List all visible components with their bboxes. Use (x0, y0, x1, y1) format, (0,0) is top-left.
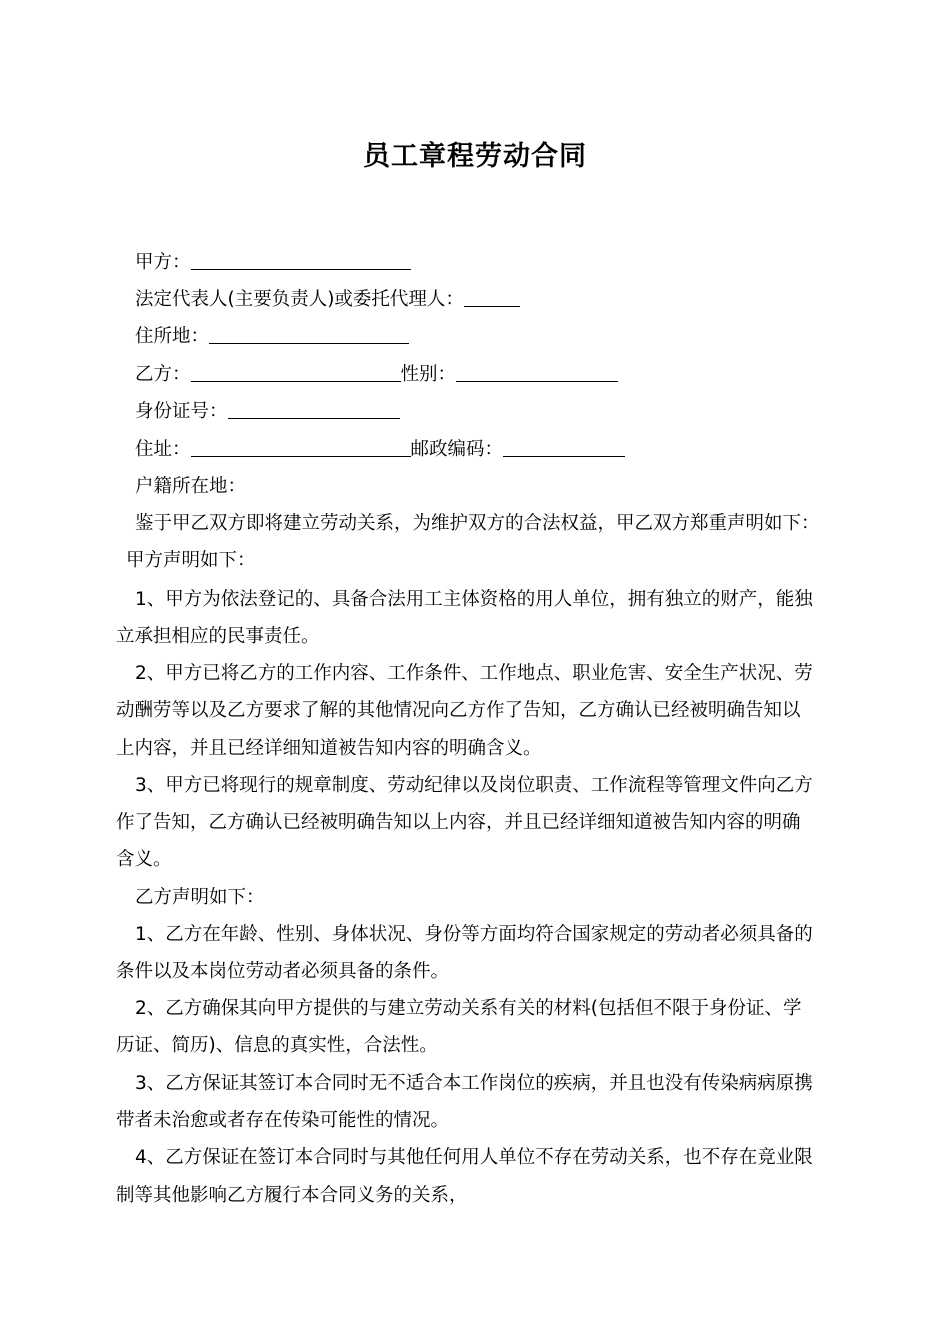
postcode-label: 邮政编码： (410, 439, 504, 460)
a1-line-1: 1、甲方为依法登记的、具备合法用工主体资格的用人单位，拥有独立的财产，能独 (135, 589, 813, 610)
party-b-blank[interactable] (191, 363, 401, 382)
b4-line-1: 4、乙方保证在签订本合同时与其他任何用人单位不存在劳动关系，也不存在竞业限 (135, 1147, 813, 1168)
a3-line-3: 含义。 (116, 849, 172, 870)
id-label: 身份证号： (135, 401, 228, 422)
b3-line-1: 3、乙方保证其签订本合同时无不适合本工作岗位的疾病，并且也没有传染病病原携 (135, 1073, 813, 1094)
party-a-blank[interactable] (191, 251, 411, 270)
b1-line-1: 1、乙方在年龄、性别、身体状况、身份等方面均符合国家规定的劳动者必须具备的 (135, 924, 813, 945)
a2-line-3: 上内容，并且已经详细知道被告知内容的明确含义。 (116, 738, 542, 759)
legal-rep-line (135, 287, 520, 313)
id-blank[interactable] (228, 400, 400, 419)
legal-rep-blank[interactable] (464, 288, 520, 307)
party-b-decl-heading: 乙方声明如下： (135, 887, 265, 908)
party-a-line (135, 250, 411, 276)
b1-line-2: 条件以及本岗位劳动者必须具备的条件。 (116, 961, 450, 982)
b2-line-2: 历证、简历)、信息的真实性，合法性。 (116, 1035, 438, 1056)
legal-rep-label: 法定代表人(主要负责人)或委托代理人： (135, 289, 464, 310)
a2-line-2: 动酬劳等以及乙方要求了解的其他情况向乙方作了告知，乙方确认已经被明确告知以 (116, 700, 801, 721)
a2-line-1: 2、甲方已将乙方的工作内容、工作条件、工作地点、职业危害、安全生产状况、劳 (135, 663, 813, 684)
document-title: 员工章程劳动合同 (363, 141, 587, 172)
party-b-line (135, 362, 618, 388)
gender-blank[interactable] (456, 363, 618, 382)
address-label: 住址： (135, 439, 191, 460)
gender-label: 性别： (400, 364, 457, 385)
id-line (135, 399, 400, 425)
party-a-decl-heading: 甲方声明如下： (126, 550, 256, 571)
address-line (135, 437, 625, 463)
address-blank[interactable] (191, 438, 411, 457)
party-b-label: 乙方： (135, 364, 191, 385)
party-a-label: 甲方： (135, 252, 191, 273)
b2-line-1: 2、乙方确保其向甲方提供的与建立劳动关系有关的材料(包括但不限于身份证、学 (135, 998, 802, 1019)
residence-label: 住所地： (135, 326, 210, 347)
intro-paragraph: 鉴于甲乙双方即将建立劳动关系，为维护双方的合法权益，甲乙双方郑重声明如下： (135, 513, 820, 534)
postcode-blank[interactable] (503, 438, 625, 457)
a1-line-2: 立承担相应的民事责任。 (116, 626, 320, 647)
a3-line-1: 3、甲方已将现行的规章制度、劳动纪律以及岗位职责、工作流程等管理文件向乙方 (135, 775, 813, 796)
b3-line-2: 带者未治愈或者存在传染可能性的情况。 (116, 1110, 450, 1131)
b4-line-2: 制等其他影响乙方履行本合同义务的关系， (116, 1185, 468, 1206)
a3-line-2: 作了告知，乙方确认已经被明确告知以上内容，并且已经详细知道被告知内容的明确 (116, 812, 801, 833)
residence-line (135, 324, 409, 350)
residence-blank[interactable] (209, 325, 409, 344)
household-line: 户籍所在地： (135, 476, 247, 497)
